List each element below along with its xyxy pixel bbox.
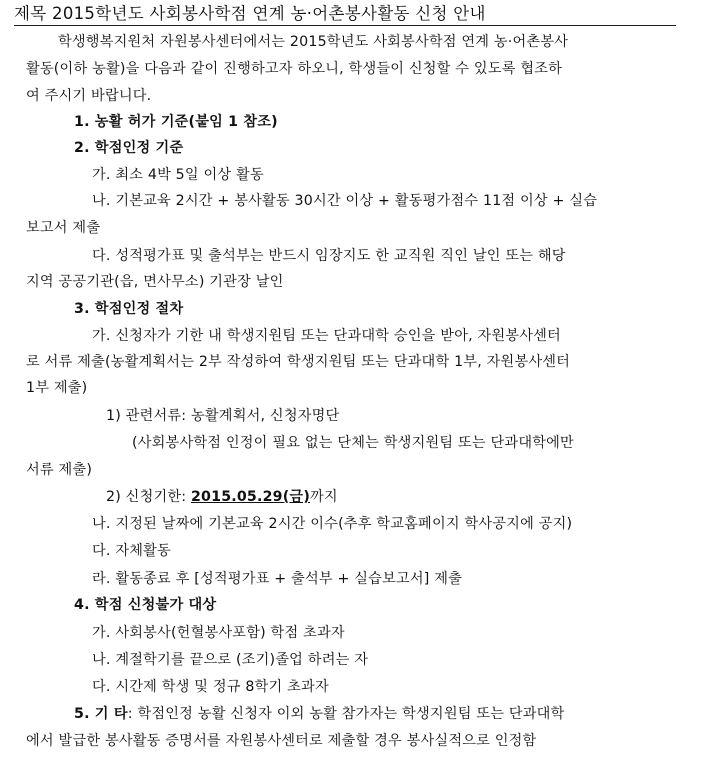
section-3-heading: 3. 학점인정 절차 <box>74 301 184 317</box>
section-5-text: : 학점인정 농활 신청자 이외 농활 참가자는 학생지원팀 또는 단과대학 <box>127 706 565 722</box>
section-3-subitem-2 <box>106 487 338 507</box>
section-4-item-a: 가. 사회봉사(헌혈봉사포함) 학점 초과자 <box>92 625 345 641</box>
section-3-item-d: 라. 활동종료 후 [성적평가표 + 출석부 + 실습보고서] 제출 <box>92 571 463 587</box>
section-2-item-a: 가. 최소 4박 5일 이상 활동 <box>92 167 264 183</box>
section-4-item-b: 나. 계절학기를 끝으로 (조기)졸업 하려는 자 <box>92 652 369 668</box>
section-2-heading: 2. 학점인정 기준 <box>74 140 184 156</box>
section-3-item-a-line-3: 1부 제출) <box>26 380 88 396</box>
section-4-heading: 4. 학점 신청불가 대상 <box>74 597 217 613</box>
section-3-item-b: 나. 지정된 날짜에 기본교육 2시간 이수(추후 학교홈페이지 학사공지에 공지) <box>92 516 573 532</box>
section-2-item-c-line-2: 지역 공공기관(읍, 면사무소) 기관장 날인 <box>26 274 284 290</box>
section-5-line-2: 에서 발급한 봉사활동 증명서를 자원봉사센터로 제출할 경우 봉사실적으로 인정함 <box>26 733 537 749</box>
section-3-subitem-1-note-line-2: 서류 제출) <box>26 462 93 478</box>
section-3-subitem-1-note-line-1: (사회봉사학점 인정이 필요 없는 단체는 학생지원팀 또는 단과대학에만 <box>132 435 574 451</box>
section-3-item-a-line-1: 가. 신청자가 기한 내 학생지원팀 또는 단과대학 승인을 받아, 자원봉사센터 <box>92 328 561 344</box>
section-5-line-1 <box>74 704 564 724</box>
section-5-heading: 5. 기 타 <box>74 706 128 722</box>
intro-line-1: 학생행복지원처 자원봉사센터에서는 2015학년도 사회봉사학점 연계 농·어촌봉사 <box>58 34 569 50</box>
intro-line-3: 여 주시기 바랍니다. <box>26 88 152 104</box>
section-2-item-c-line-1: 다. 성적평가표 및 출석부는 반드시 임장지도 한 교직원 직인 날인 또는 해당 <box>92 248 566 264</box>
deadline-label: 2) 신청기한: <box>106 489 191 505</box>
deadline-suffix: 까지 <box>310 489 338 505</box>
section-3-item-a-line-2: 로 서류 제출(농활계획서는 2부 작성하여 학생지원팀 또는 단과대학 1부, 자원봉사센터 <box>26 354 571 370</box>
section-1-heading: 1. 농활 허가 기준(붙임 1 참조) <box>74 114 278 130</box>
section-2-item-b-line-2: 보고서 제출 <box>26 220 101 236</box>
section-4-item-c: 다. 시간제 학생 및 정규 8학기 초과자 <box>92 679 329 695</box>
section-3-item-c: 다. 자체활동 <box>92 543 171 559</box>
section-3-subitem-1: 1) 관련서류: 농활계획서, 신청자명단 <box>106 408 340 424</box>
intro-line-2: 활동(이하 농활)을 다음과 같이 진행하고자 하오니, 학생들이 신청할 수 있도록 협조하 <box>26 61 563 77</box>
document-title: 제목 2015학년도 사회봉사학점 연계 농·어촌봉사활동 신청 안내 <box>14 3 676 26</box>
section-2-item-b-line-1: 나. 기본교육 2시간 + 봉사활동 30시간 이상 + 활동평가점수 11점 이상 + 실습 <box>92 193 598 209</box>
deadline-date: 2015.05.29(금) <box>190 489 311 505</box>
